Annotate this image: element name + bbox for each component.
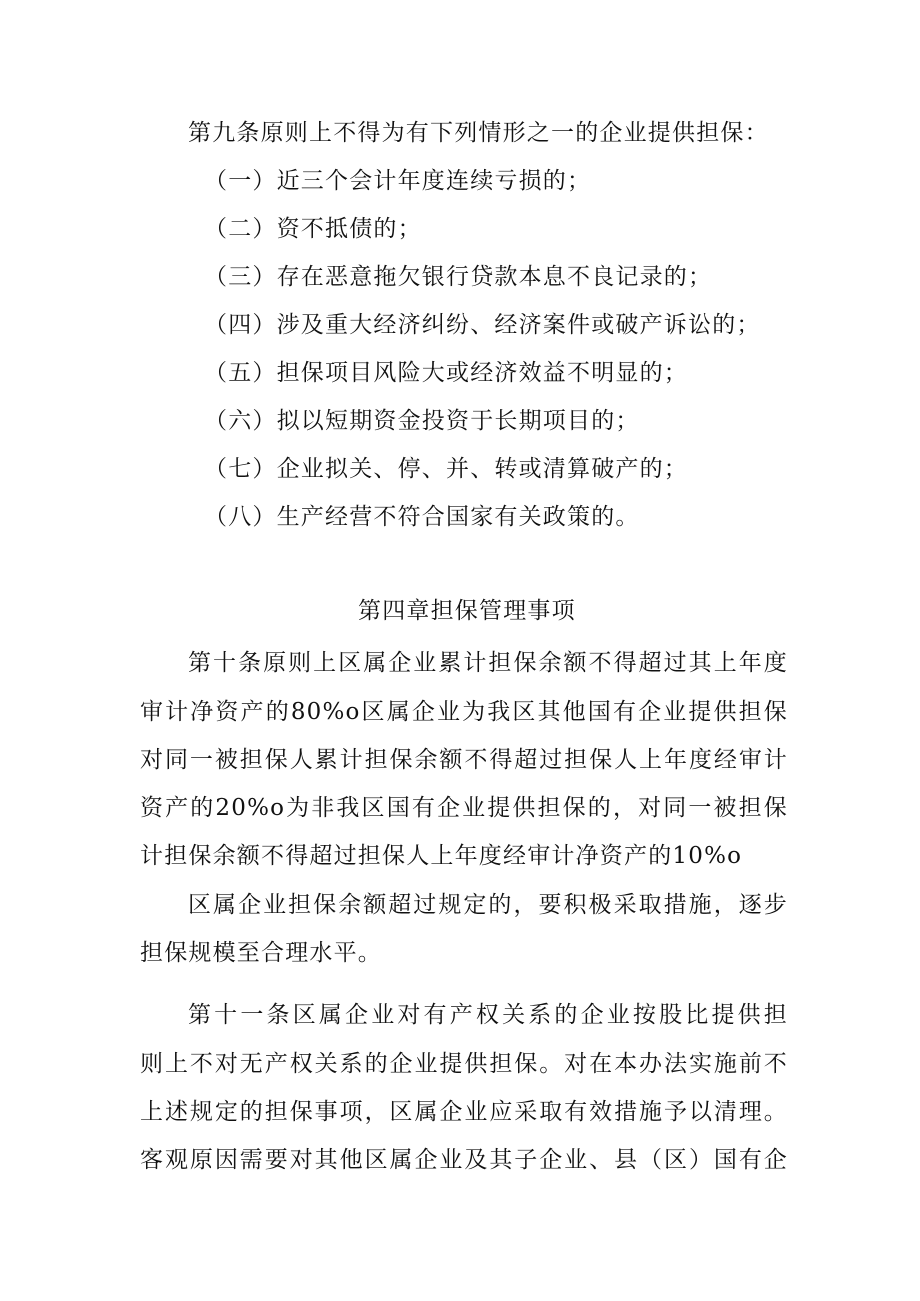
article11-line-4: 客观原因需要对其他区属企业及其子企业、县（区）国有企 — [140, 1147, 788, 1173]
article9-item-2: （二）资不抵债的； — [204, 216, 422, 242]
article11-line-2: 则上不对无产权关系的企业提供担保。对在本办法实施前不 — [140, 1051, 788, 1077]
article11-line-1: 第十一条区属企业对有产权关系的企业按股比提供担 — [188, 1002, 788, 1028]
article9-item-6: （六）拟以短期资金投资于长期项目的； — [204, 408, 640, 434]
article10-para2-line-2: 担保规模至合理水平。 — [140, 940, 382, 966]
chapter-title: 第四章担保管理事项 — [358, 598, 576, 624]
article11-line-3: 上述规定的担保事项，区属企业应采取有效措施予以清理。 — [140, 1099, 788, 1125]
article9-item-3: （三）存在恶意拖欠银行贷款本息不良记录的； — [204, 264, 713, 290]
article10-line-2: 审计净资产的80%o区属企业为我区其他国有企业提供担保 — [140, 699, 788, 725]
article9-item-7: （七）企业拟关、停、并、转或清算破产的； — [204, 456, 688, 482]
article9-item-4: （四）涉及重大经济纠纷、经济案件或破产诉讼的； — [204, 312, 761, 338]
article9-item-8: （八）生产经营不符合国家有关政策的。 — [204, 504, 640, 530]
article10-line-5: 计担保余额不得超过担保人上年度经审计净资产的10%o — [140, 843, 743, 869]
article9-item-1: （一）近三个会计年度连续亏损的； — [204, 168, 592, 194]
article10-para2-line-1: 区属企业担保余额超过规定的，要积极采取措施，逐步 — [188, 892, 788, 918]
article9-item-5: （五）担保项目风险大或经济效益不明显的； — [204, 360, 688, 386]
article10-line-3: 对同一被担保人累计担保余额不得超过担保人上年度经审计 — [140, 747, 788, 773]
article10-line-1: 第十条原则上区属企业累计担保余额不得超过其上年度 — [188, 650, 788, 676]
article9-heading: 第九条原则上不得为有下列情形之一的企业提供担保： — [188, 120, 769, 146]
article10-line-4: 资产的20%o为非我区国有企业提供担保的，对同一被担保 — [140, 795, 788, 821]
